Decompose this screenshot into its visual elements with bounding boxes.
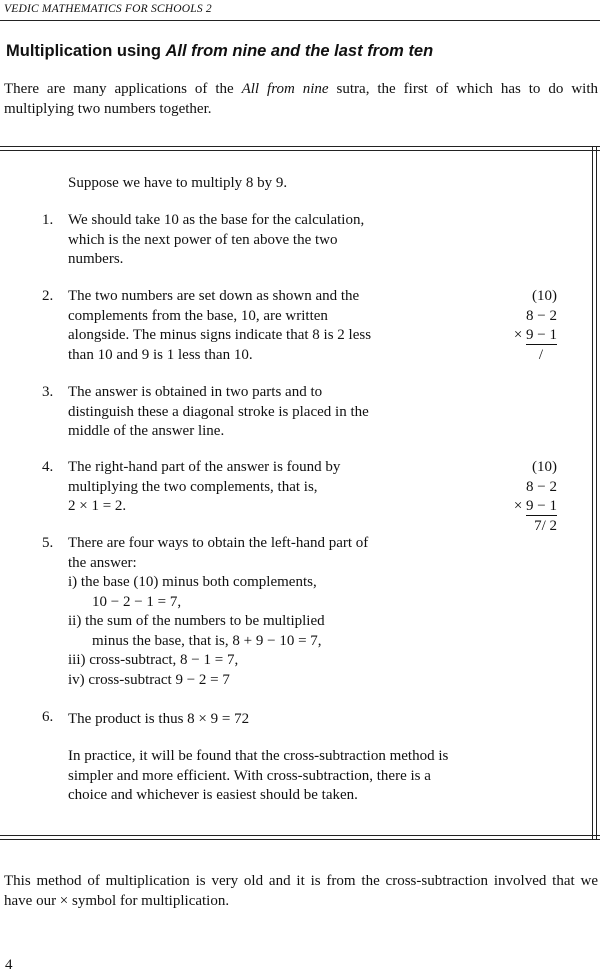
working-bottom-line xyxy=(497,326,557,346)
step-line: The two numbers are set down as shown and the xyxy=(68,288,360,304)
step-number: 3. xyxy=(42,384,54,400)
step-line: iv) cross-subtract 9 − 2 = 7 xyxy=(68,671,230,688)
step-line: The answer is obtained in two parts and to xyxy=(68,384,323,400)
box-opening: Suppose we have to multiply 8 by 9. xyxy=(68,175,288,191)
working-answer: 7/ 2 xyxy=(534,517,557,534)
step-line: which is the next power of ten above the two xyxy=(68,231,338,248)
box-closing-paragraph xyxy=(68,747,448,806)
box-bottom-rule xyxy=(0,839,600,840)
closing-line: choice and whichever is easiest should be taken. xyxy=(68,787,358,803)
working-top-line: 8 − 2 xyxy=(526,307,557,324)
intro-before: There are many applications of the xyxy=(4,81,242,97)
working-base: (10) xyxy=(532,459,557,475)
step-line: than 10 and 9 is 1 less than 10. xyxy=(68,346,253,363)
working-diagram xyxy=(497,287,557,365)
section-title-prefix: Multiplication using xyxy=(6,42,166,60)
step-line: 10 − 2 − 1 = 7, xyxy=(92,593,182,610)
footer-paragraph: This method of multiplication is very old and it is from the cross-subtraction involved that we have our × symbol for multiplication. xyxy=(4,873,598,909)
step-number: 2. xyxy=(42,288,54,304)
working-diagram xyxy=(497,458,557,536)
step-line: i) the base (10) minus both complements, xyxy=(68,574,317,590)
step-text xyxy=(68,710,249,730)
working-top-line: 8 − 2 xyxy=(526,478,557,495)
step-text xyxy=(68,458,340,517)
step-line: ii) the sum of the numbers to be multiplied xyxy=(68,613,325,629)
step-text xyxy=(68,534,368,690)
step-line: We should take 10 as the base for the calculation, xyxy=(68,212,365,228)
box-bottom-rule-inner xyxy=(0,835,600,836)
step-line: The product is thus 8 × 9 = 72 xyxy=(68,711,250,727)
step-line: 2 × 1 = 2. xyxy=(68,498,127,514)
closing-line: In practice, it will be found that the cross-subtraction method is xyxy=(68,748,449,764)
step-line: minus the base, that is, 8 + 9 − 10 = 7, xyxy=(92,632,322,649)
step-text xyxy=(68,211,364,270)
step-line: iii) cross-subtract, 8 − 1 = 7, xyxy=(68,652,239,668)
step-line: complements from the base, 10, are written xyxy=(68,307,328,324)
running-head: VEDIC MATHEMATICS FOR SCHOOLS 2 xyxy=(4,3,212,15)
step-line: numbers. xyxy=(68,251,124,267)
header-rule xyxy=(0,20,600,21)
section-title-emphasis: All from nine and the last from ten xyxy=(165,42,434,60)
step-line: the answer: xyxy=(68,554,137,571)
closing-line: simpler and more efficient. With cross-subtraction, there is a xyxy=(68,767,431,784)
step-line: multiplying the two complements, that is, xyxy=(68,478,318,495)
working-answer: / xyxy=(538,346,543,363)
step-number: 1. xyxy=(42,212,54,228)
step-text xyxy=(68,287,371,365)
step-text xyxy=(68,383,369,442)
times-sign: × xyxy=(513,327,523,343)
intro-emphasis: All from nine xyxy=(241,81,329,97)
working-bottom-value: 9 − 1 xyxy=(526,498,557,514)
working-bottom-line xyxy=(497,497,557,517)
step-number: 4. xyxy=(42,459,54,475)
box-top-rule-inner xyxy=(0,150,600,151)
page-number: 4 xyxy=(5,957,13,973)
box-top-rule xyxy=(0,146,600,147)
step-line: There are four ways to obtain the left-hand part of xyxy=(68,535,369,551)
step-line: The right-hand part of the answer is found by xyxy=(68,459,341,475)
working-base: (10) xyxy=(532,288,557,304)
working-bottom-value: 9 − 1 xyxy=(526,327,557,343)
box-right-rule xyxy=(596,146,597,840)
step-number: 6. xyxy=(42,709,54,725)
times-sign: × xyxy=(513,498,523,514)
intro-paragraph xyxy=(4,79,598,119)
step-line: middle of the answer line. xyxy=(68,423,225,439)
box-right-rule-inner xyxy=(592,146,593,840)
step-number: 5. xyxy=(42,535,54,551)
step-line: distinguish these a diagonal stroke is placed in the xyxy=(68,403,369,420)
step-line: alongside. The minus signs indicate that 8 is 2 less xyxy=(68,327,372,343)
intro-after: sutra, the first of which has to do with multiplying two numbers together. xyxy=(4,81,598,117)
section-title xyxy=(6,42,433,61)
